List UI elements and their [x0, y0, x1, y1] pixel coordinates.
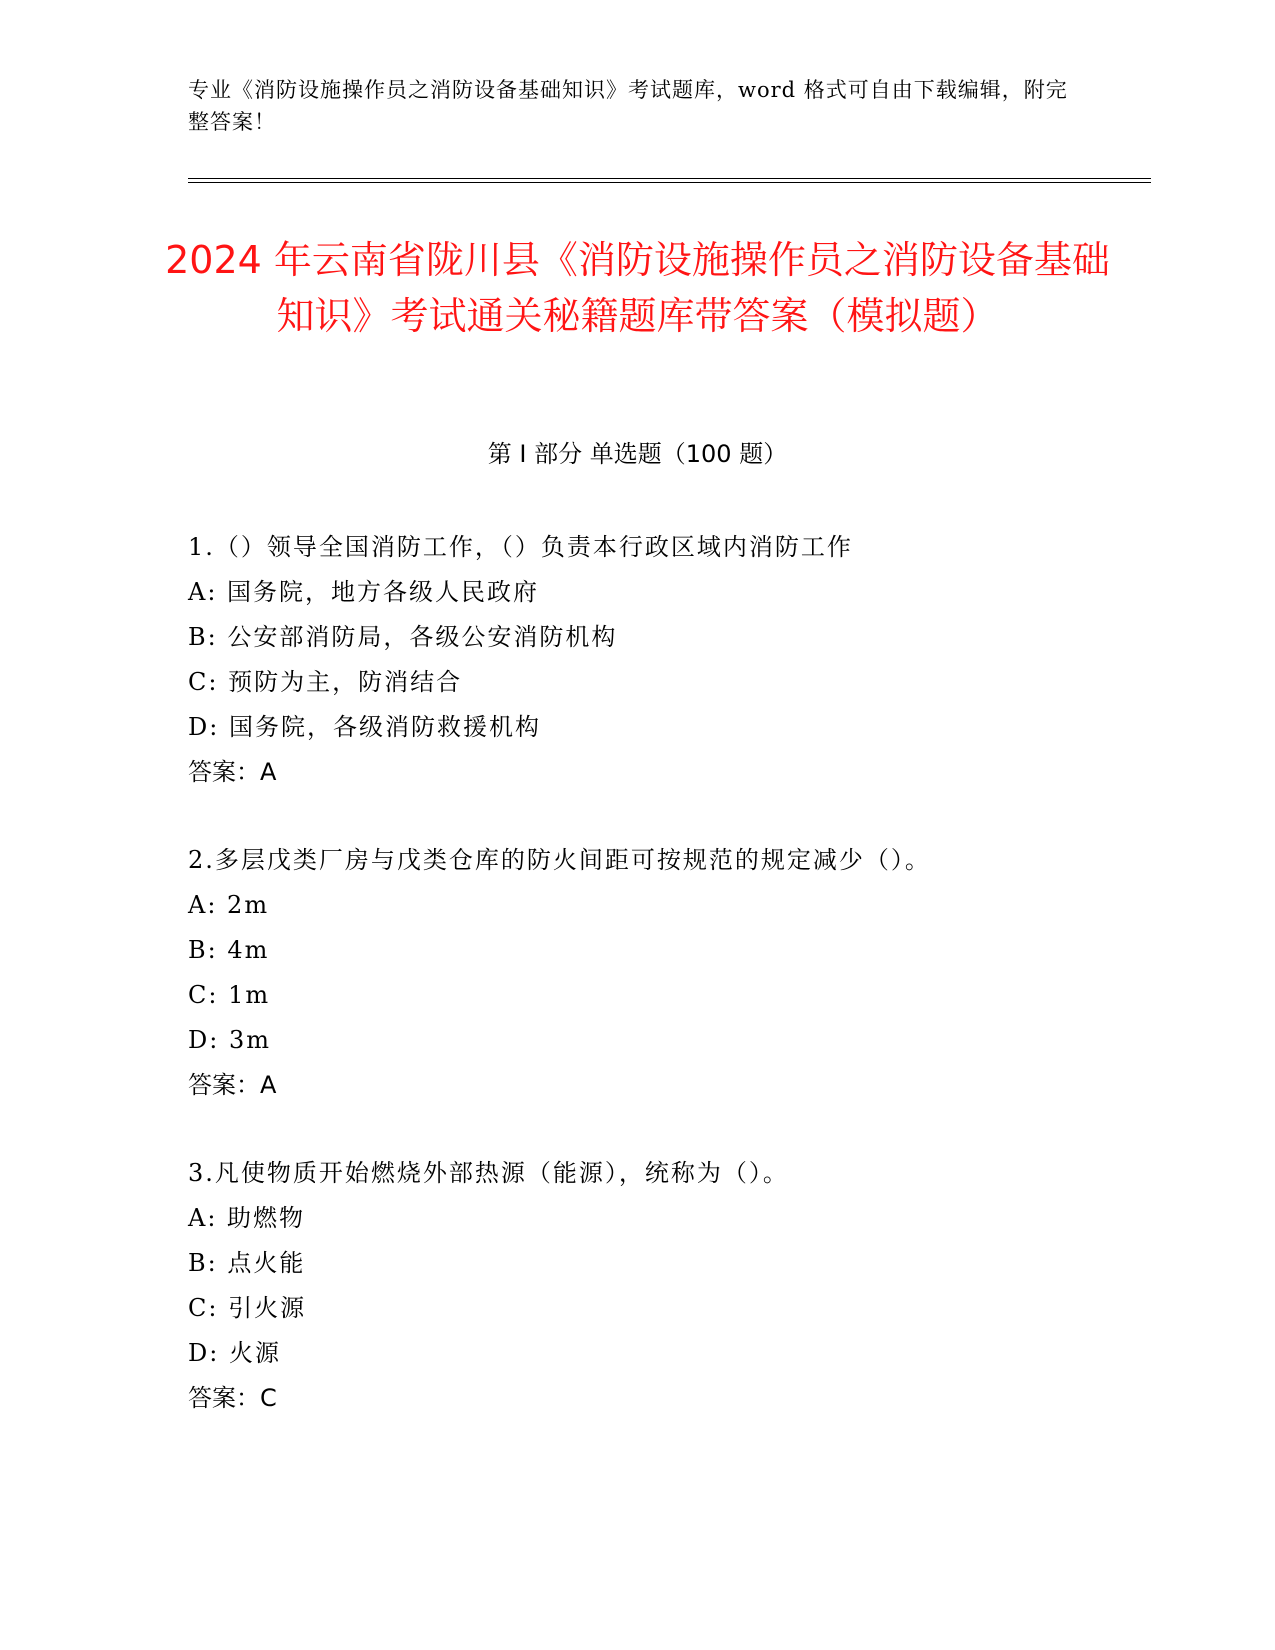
- document-title: 2024 年云南省陇川县《消防设施操作员之消防设备基础知识》考试通关秘籍题库带答案（模拟题）: [165, 238, 1110, 338]
- option-b: B: 4m: [188, 936, 270, 964]
- option-c: C: 预防为主，防消结合: [188, 668, 463, 696]
- section-heading: 第 I 部分 单选题（100 题）: [487, 440, 788, 468]
- question-stem: 1.（）领导全国消防工作，（）负责本行政区域内消防工作: [188, 533, 853, 561]
- option-a: A: 2m: [188, 891, 270, 919]
- question-stem: 3.凡使物质开始燃烧外部热源（能源），统称为（）。: [188, 1159, 789, 1187]
- question-item: [188, 838, 1148, 1108]
- header-rule-bottom: [188, 182, 1151, 183]
- option-c: C: 引火源: [188, 1294, 307, 1322]
- option-d: D: 火源: [188, 1339, 281, 1367]
- option-a: A: 助燃物: [188, 1204, 306, 1232]
- option-d: D: 3m: [188, 1026, 271, 1054]
- question-item: [188, 1151, 1148, 1421]
- question-item: [188, 525, 1148, 795]
- answer-line: 答案：A: [188, 1071, 277, 1099]
- option-b: B: 公安部消防局，各级公安消防机构: [188, 623, 618, 651]
- option-c: C: 1m: [188, 981, 271, 1009]
- option-d: D: 国务院，各级消防救援机构: [188, 713, 541, 741]
- header-note: 专业《消防设施操作员之消防设备基础知识》考试题库，word 格式可自由下载编辑，附完整答案！: [188, 78, 1068, 134]
- question-stem: 2.多层戊类厂房与戊类仓库的防火间距可按规范的规定减少（）。: [188, 846, 931, 874]
- option-b: B: 点火能: [188, 1249, 306, 1277]
- answer-line: 答案：A: [188, 758, 277, 786]
- header-rule-top: [188, 178, 1151, 179]
- answer-line: 答案：C: [188, 1384, 277, 1412]
- option-a: A: 国务院，地方各级人民政府: [188, 578, 540, 606]
- question-list: [188, 525, 1148, 1464]
